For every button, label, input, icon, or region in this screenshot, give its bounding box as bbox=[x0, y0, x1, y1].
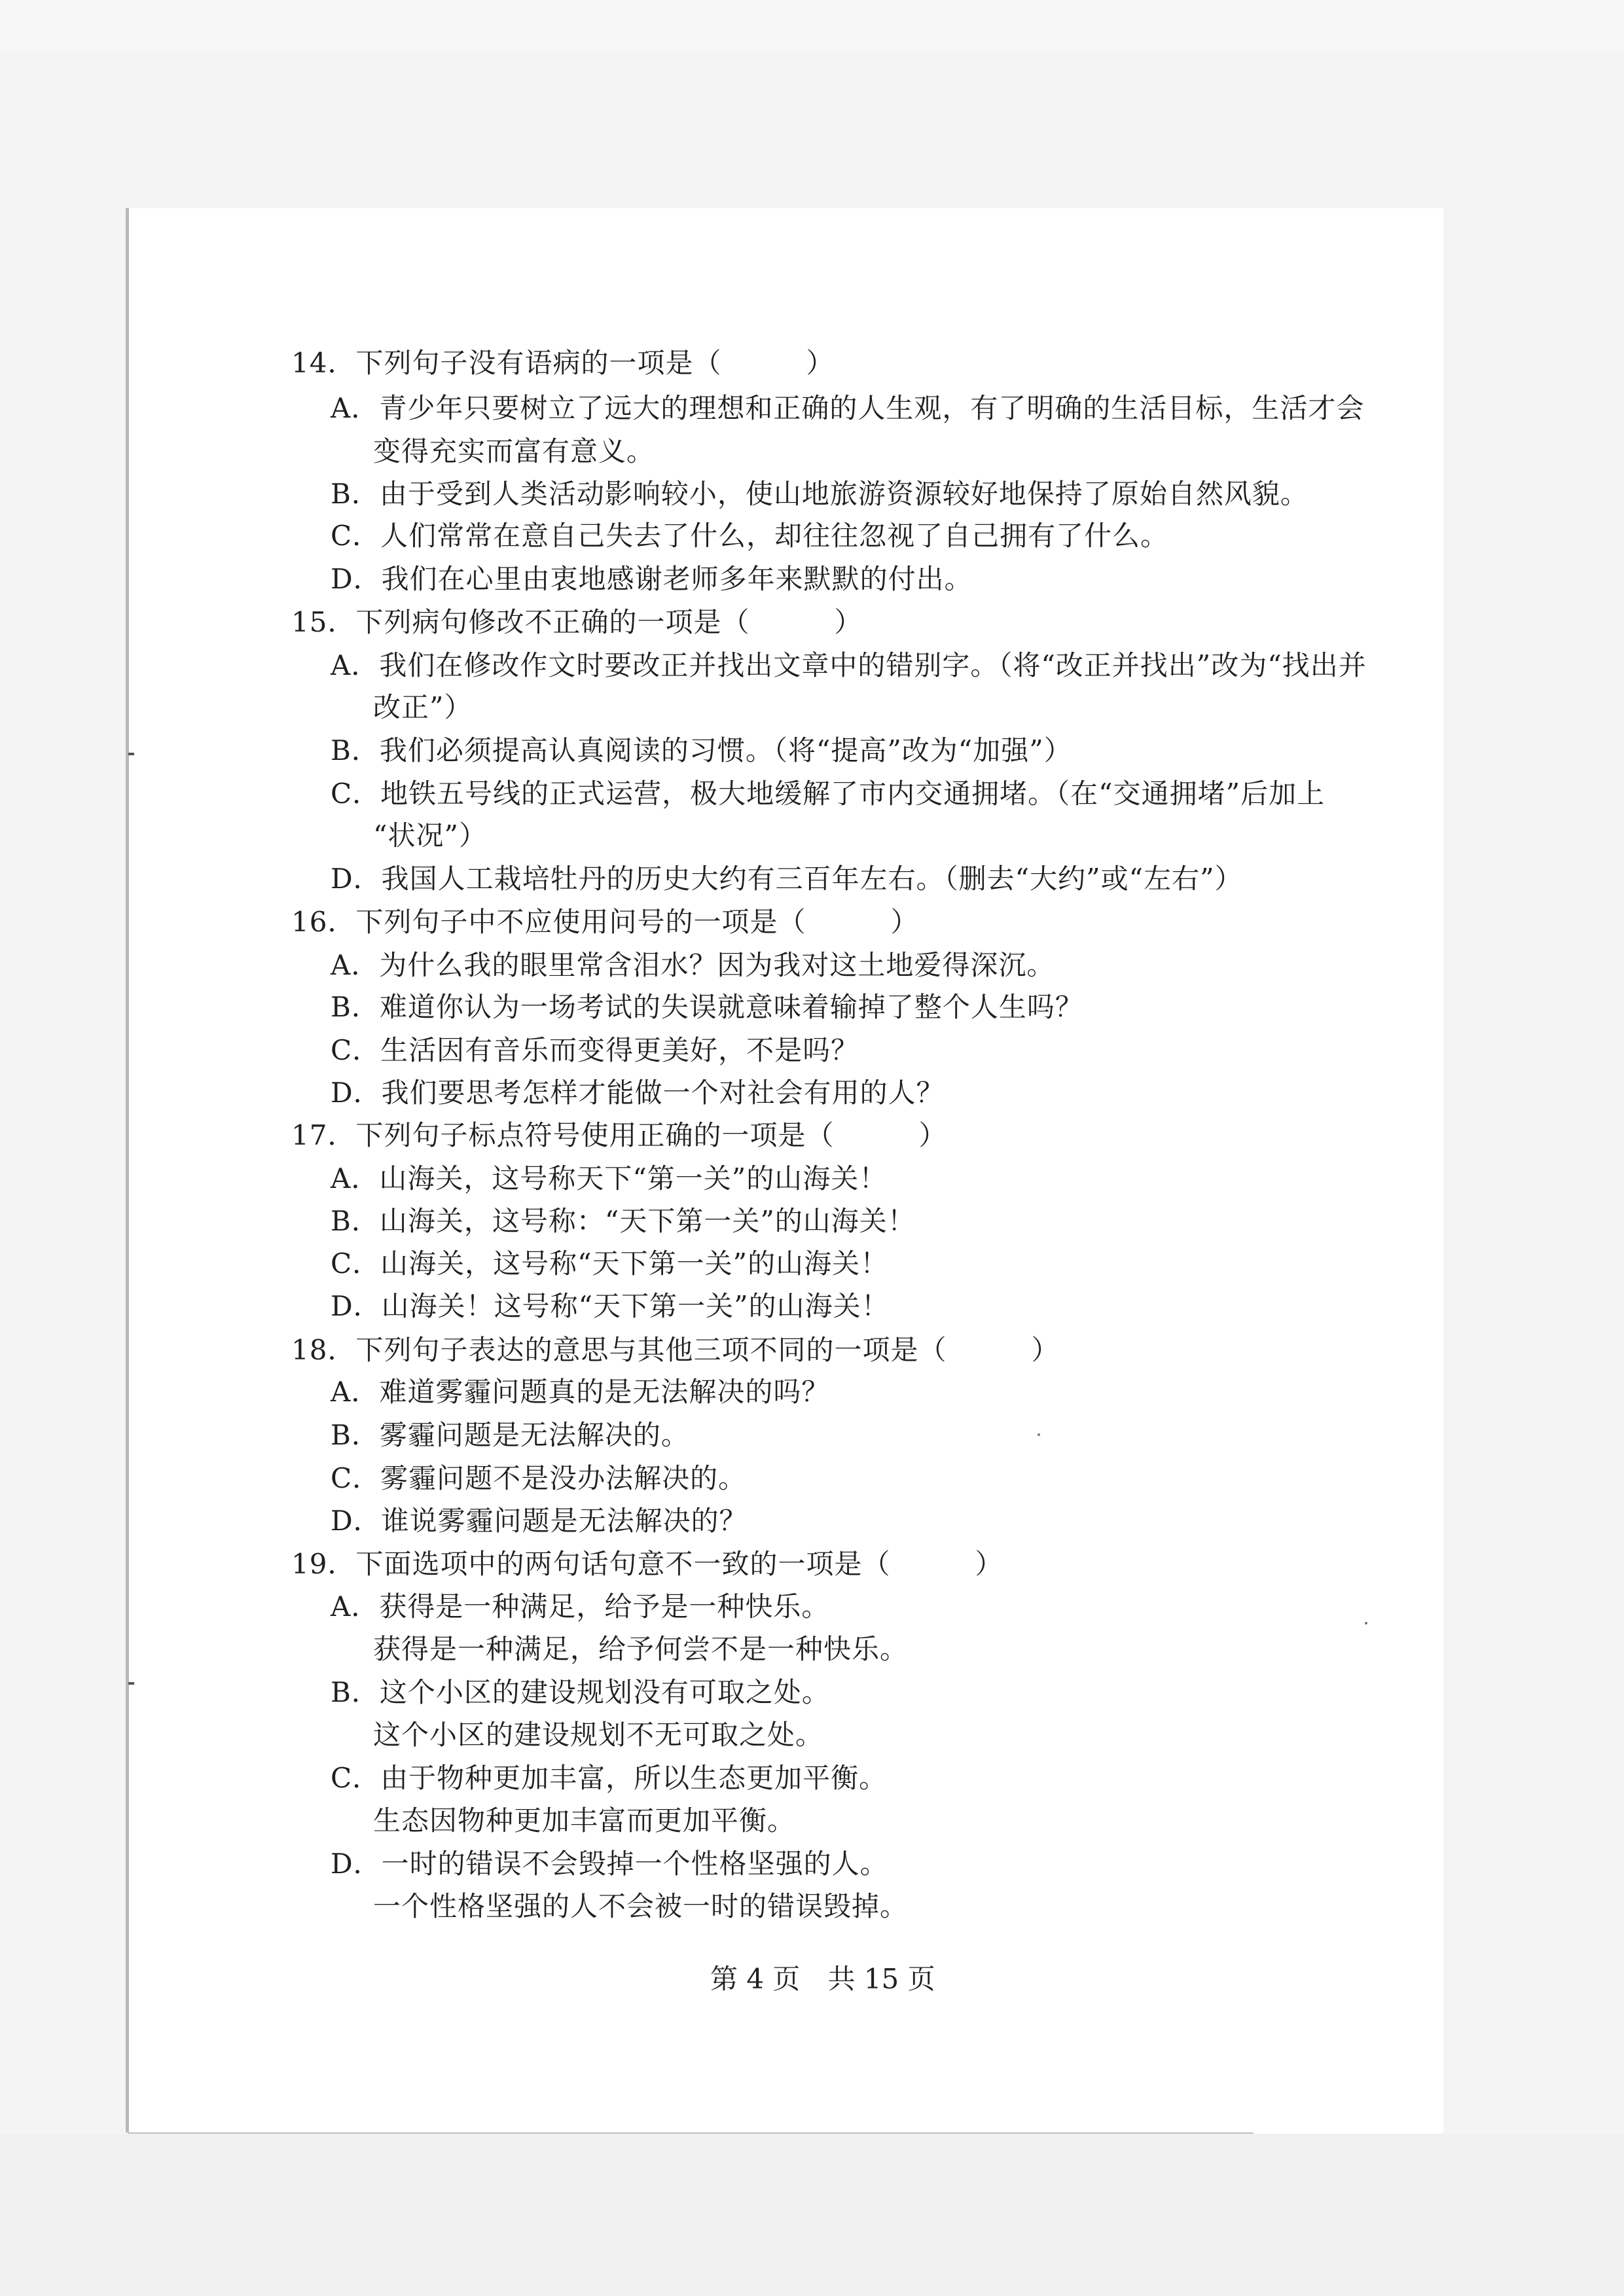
scan-speck bbox=[1038, 1433, 1040, 1436]
option-line: B．难道你认为一场考试的失误就意味着输掉了整个人生吗？ bbox=[331, 991, 1083, 1023]
question-stem: 19．下面选项中的两句话句意不一致的一项是（ ） bbox=[291, 1548, 1003, 1580]
option-line: C．山海关，这号称“天下第一关”的山海关！ bbox=[331, 1247, 889, 1280]
binding-mark bbox=[128, 753, 134, 755]
question-stem: 18．下列句子表达的意思与其他三项不同的一项是（ ） bbox=[291, 1334, 1060, 1366]
question-stem: 17．下列句子标点符号使用正确的一项是（ ） bbox=[291, 1119, 947, 1151]
option-line: 获得是一种满足，给予何尝不是一种快乐。 bbox=[373, 1633, 909, 1665]
page-number: 第 4 页 bbox=[710, 1963, 801, 1995]
paper-left-edge bbox=[126, 208, 129, 2132]
option-line: C．生活因有音乐而变得更美好，不是吗？ bbox=[331, 1034, 859, 1066]
option-line: B．这个小区的建设规划没有可取之处。 bbox=[331, 1676, 830, 1708]
option-line: C．由于物种更加丰富，所以生态更加平衡。 bbox=[331, 1762, 888, 1794]
option-line: D．我们在心里由衷地感谢老师多年来默默的付出。 bbox=[331, 563, 973, 595]
question-stem: 15．下列病句修改不正确的一项是（ ） bbox=[291, 606, 863, 638]
option-line: “状况”） bbox=[373, 819, 487, 852]
option-line: B．我们必须提高认真阅读的习惯。（将“提高”改为“加强”） bbox=[331, 734, 1072, 766]
binding-mark bbox=[128, 1682, 134, 1685]
option-line: A．山海关，这号称天下“第一关”的山海关！ bbox=[331, 1162, 888, 1194]
option-line: A．难道雾霾问题真的是无法解决的吗？ bbox=[331, 1376, 830, 1408]
page-footer bbox=[710, 1961, 935, 1998]
option-line: A．青少年只要树立了远大的理想和正确的人生观，有了明确的生活目标，生活才会 bbox=[331, 392, 1365, 424]
option-line: 一个性格坚强的人不会被一时的错误毁掉。 bbox=[373, 1890, 909, 1922]
option-line: D．山海关！这号称“天下第一关”的山海关！ bbox=[331, 1290, 890, 1322]
option-line: D．我国人工栽培牡丹的历史大约有三百年左右。（删去“大约”或“左右”） bbox=[331, 863, 1243, 895]
option-line: B．山海关，这号称：“天下第一关”的山海关！ bbox=[331, 1205, 916, 1237]
scan-speck bbox=[1365, 1622, 1367, 1624]
scan-top-margin bbox=[0, 0, 1624, 52]
option-line: D．一时的错误不会毁掉一个性格坚强的人。 bbox=[331, 1848, 888, 1880]
option-line: A．获得是一种满足，给予是一种快乐。 bbox=[331, 1590, 830, 1623]
option-line: 这个小区的建设规划不无可取之处。 bbox=[373, 1719, 824, 1751]
option-line: C．地铁五号线的正式运营，极大地缓解了市内交通拥堵。（在“交通拥堵”后加上 bbox=[331, 778, 1326, 810]
option-line: C．雾霾问题不是没办法解决的。 bbox=[331, 1462, 747, 1494]
option-line: A．我们在修改作文时要改正并找出文章中的错别字。（将“改正并找出”改为“找出并 bbox=[331, 649, 1367, 681]
option-line: D．谁说雾霾问题是无法解决的？ bbox=[331, 1505, 748, 1537]
option-line: 生态因物种更加丰富而更加平衡。 bbox=[373, 1804, 796, 1837]
option-line: 变得充实而富有意义。 bbox=[373, 435, 655, 467]
option-line: A．为什么我的眼里常含泪水？因为我对这土地爱得深沉。 bbox=[331, 949, 1055, 981]
option-line: D．我们要思考怎样才能做一个对社会有用的人？ bbox=[331, 1077, 945, 1109]
option-line: B．雾霾问题是无法解决的。 bbox=[331, 1419, 689, 1451]
page-total: 共 15 页 bbox=[827, 1963, 935, 1995]
option-line: C．人们常常在意自己失去了什么，却往往忽视了自己拥有了什么。 bbox=[331, 520, 1169, 552]
question-stem: 14．下列句子没有语病的一项是（ ） bbox=[291, 347, 835, 379]
option-line: B．由于受到人类活动影响较小，使山地旅游资源较好地保持了原始自然风貌。 bbox=[331, 478, 1308, 510]
scan-bottom-margin bbox=[0, 2134, 1624, 2296]
option-line: 改正”） bbox=[373, 691, 473, 723]
question-stem: 16．下列句子中不应使用问号的一项是（ ） bbox=[291, 906, 919, 938]
